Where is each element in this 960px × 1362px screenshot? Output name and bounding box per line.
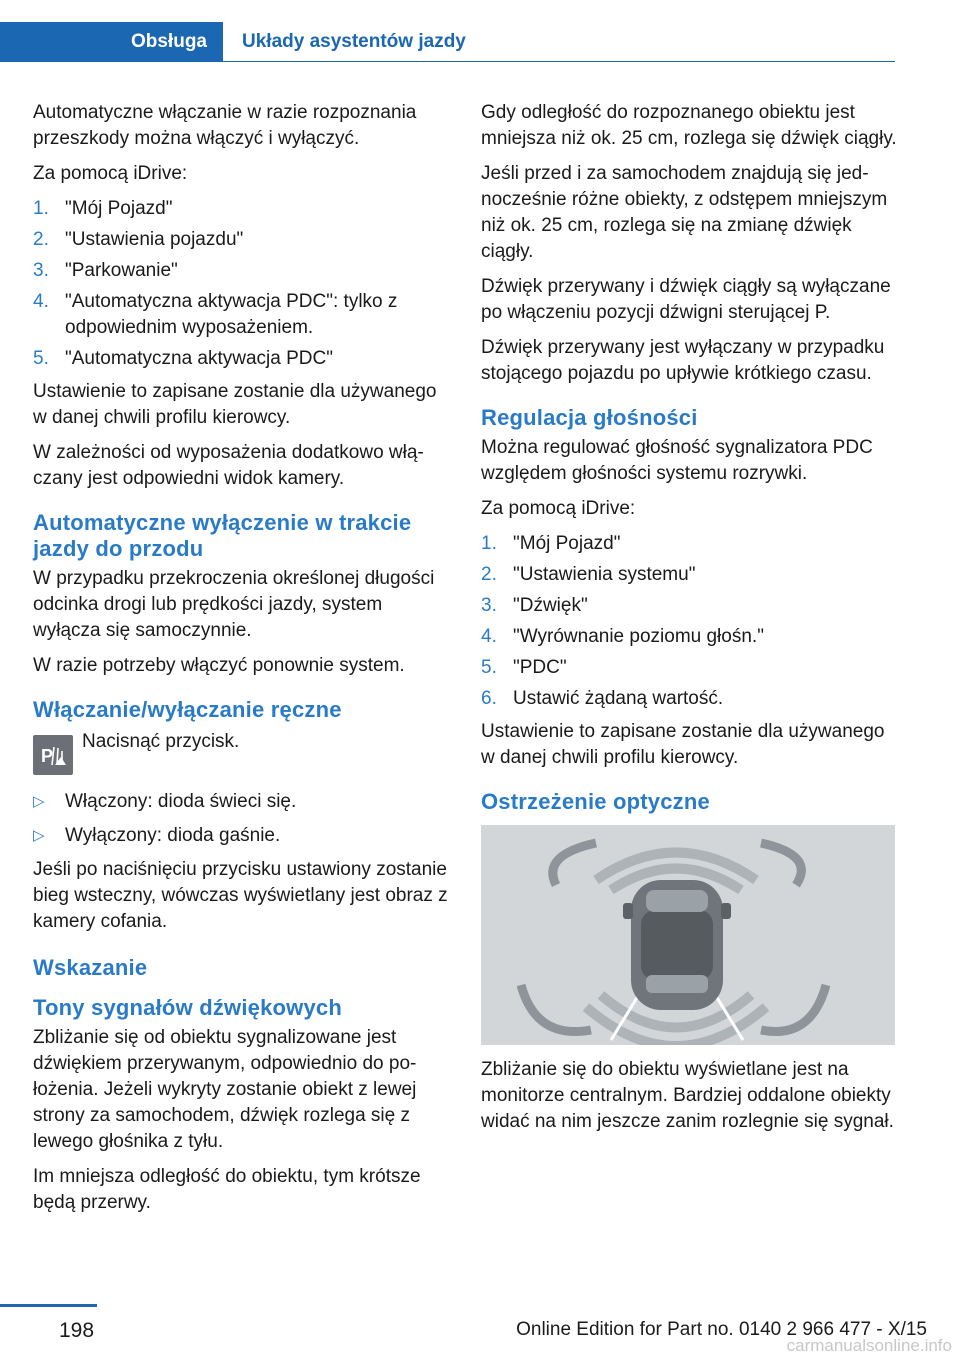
paragraph: Można regulować głośność sygnalizatora PDC względem głośności systemu rozrywki. [481,437,873,484]
list-item [33,196,451,222]
step-number: 5. [481,657,497,678]
step-text: Ustawić żądaną wartość. [513,688,724,709]
step-number: 1. [481,533,497,554]
paragraph: Zbliżanie się od obiektu sygnalizowane jest dźwiękiem przerywanym, odpowiednio do położenia. Jeżeli wykryty zostanie obiekt z lewej strony za samochodem, dźwięk rozlega się z lewego głośnika z tyłu. [33,1027,417,1152]
list-item [481,562,897,588]
parking-sensor-display [481,825,895,1045]
step-number: 2. [33,229,49,250]
list-item [481,531,897,557]
list-item [481,655,897,681]
step-number: 6. [481,688,497,709]
bullet-text: Włączony: dioda świeci się. [65,791,297,812]
step-text: "Mój Pojazd" [513,533,621,554]
step-number: 3. [33,260,49,281]
watermark: carmanualsonline.info [786,1336,952,1355]
list-item [33,789,451,815]
paragraph: Za pomocą iDrive: [33,163,188,184]
step-number: 5. [33,348,49,369]
list-item [481,593,897,619]
pdc-button-icon [33,735,73,775]
list-item [33,227,451,253]
step-text: "Ustawienia pojazdu" [65,229,244,250]
step-text: "Parkowanie" [65,260,178,281]
paragraph: Zbliżanie się do obiektu wyświetlane jest na monitorze centralnym. Bardziej oddalone obiekty widać na nim jeszcze zanim rozlegnie się sygnał. [481,1059,894,1132]
step-number: 1. [33,198,49,219]
paragraph: Za pomocą iDrive: [481,498,636,519]
step-text: "PDC" [513,657,567,678]
edition-note: Online Edition for Part no. 0140 2 966 477 - X/15 [516,1319,927,1340]
step-text: "Wyrównanie poziomu głośn." [513,626,764,647]
paragraph: Ustawienie to zapisane zostanie dla używanego w danej chwili profilu kierowcy. [481,721,885,768]
footer-divider [0,1304,97,1307]
right-column [481,100,897,1144]
paragraph: Dźwięk przerywany i dźwięk ciągły są wyłączane po włączeniu pozycji dźwigni sterującej P. [481,276,891,323]
page-number: 198 [59,1319,95,1342]
paragraph: Gdy odległość do rozpoznanego obiektu jest mniejsza niż ok. 25 cm, rozlega się dźwięk ciągły. [481,102,897,149]
step-number: 4. [481,626,497,647]
list-item [481,624,897,650]
list-item [33,289,451,341]
list-item [33,258,451,284]
step-text: "Mój Pojazd" [65,198,173,219]
left-column [33,100,451,1225]
list-item [33,346,451,372]
bullet-text: Wyłączony: dioda gaśnie. [65,825,281,846]
paragraph: W razie potrzeby włączyć ponownie system. [33,655,405,676]
press-button-text: Nacisnąć przycisk. [82,731,240,752]
step-number: 4. [33,291,49,312]
paragraph: Automatyczne włączanie w razie rozpoznania przeszkody można włączyć i wyłączyć. [33,102,417,149]
section-heading: Ostrzeżenie optyczne [481,789,710,814]
paragraph: Jeśli po naciśnięciu przycisku ustawiony zostanie bieg wsteczny, wówczas wyświetlany jest obraz z kamery cofania. [33,859,448,932]
subsection-heading: Tony sygnałów dźwiękowych [33,995,342,1020]
paragraph: Ustawienie to zapisane zostanie dla używanego w danej chwili profilu kierowcy. [33,381,437,428]
step-number: 2. [481,564,497,585]
header-divider [0,61,895,62]
section-heading: Wskazanie [33,955,148,980]
paragraph: W zależności od wyposażenia dodatkowo włączany jest odpowiedni widok kamery. [33,442,424,489]
step-text: "Automatyczna aktywacja PDC" [65,348,333,369]
triangle-right-icon: ▷ [33,793,45,810]
step-text: "Automatyczna aktywacja PDC": tylko z odpowiednim wyposażeniem. [65,291,398,338]
paragraph: Jeśli przed i za samochodem znajdują się jednocześnie różne obiekty, z odstępem mniejszym niż ok. 25 cm, rozlega się na zmianę dźwięk ciągły. [481,163,888,262]
section-heading: Automatyczne wyłączenie w trakcie jazdy do przodu [33,510,412,561]
section-heading: Włączanie/wyłączanie ręczne [33,697,342,722]
paragraph: Dźwięk przerywany jest wyłączany w przypadku stojącego pojazdu po upływie krótkiego czasu. [481,337,885,384]
section-heading: Regulacja głośności [481,405,698,430]
step-number: 3. [481,595,497,616]
triangle-right-icon: ▷ [33,827,45,844]
idrive-steps-list [481,531,897,712]
paragraph: W przypadku przekroczenia określonej długości odcinka drogi lub prędkości jazdy, system wyłącza się samoczynnie. [33,568,435,641]
idrive-steps-list [33,196,451,372]
step-text: "Dźwięk" [513,595,588,616]
chapter-title[interactable]: Układy asystentów jazdy [242,31,466,52]
step-text: "Ustawienia systemu" [513,564,696,585]
list-item [481,686,897,712]
led-status-list [33,789,451,849]
svg-text:P: P [41,746,54,766]
section-tab[interactable]: Obsługa [0,22,223,62]
paragraph: Im mniejsza odległość do obiektu, tym krótsze będą przerwy. [33,1166,421,1213]
button-instruction [33,729,451,781]
page-header [0,0,960,62]
list-item [33,823,451,849]
